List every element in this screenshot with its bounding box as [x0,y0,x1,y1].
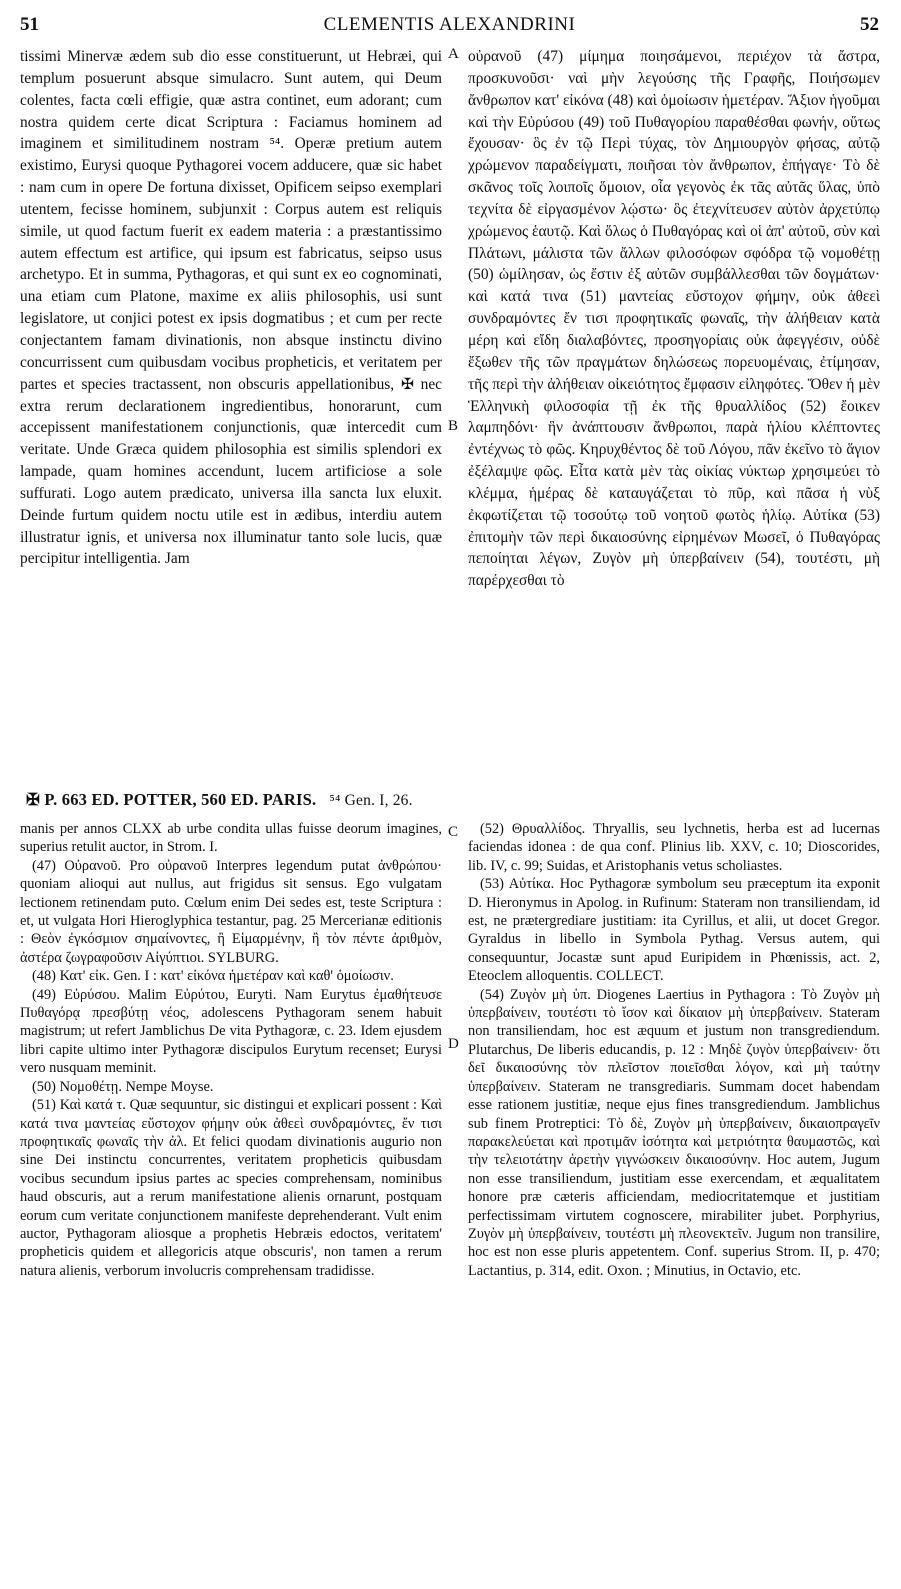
footnote-52: (52) Θρυαλλίδος. Thryallis, seu lychnetis, herba est ad lucernas faciendas idonea : de qua conf. Plinius lib. XXV, c. 10; Dioscorides, lib. IV, c. 99; Suidas, et Aristophanis vetus scholiastes. [468,821,880,874]
latin-translation-column [20,46,442,570]
running-title: CLEMENTIS ALEXANDRINI [323,14,576,35]
footnote-54: (54) Ζυγὸν μὴ ὑπ. Diogenes Laertius in Pythagora : Τὸ Ζυγὸν μὴ ὑπερβαίνειν, τουτέστι τὸ ἴσον καὶ δίκαιον μὴ ὑπερβαίνειν. Stateram non transiliendam, hoc est æquum et justum non transgrediendum. Plutarchus, De liberis educandis, p. 12 : Μηδὲ ζυγὸν ὑπερβαίνειν· ὅτι δεῖ δικαιοσύνης τὸν πλεῖστον ποιεῖσθαι λόγον, καὶ μὴ ταύτην ὑπερβαίνειν. Stateram ne transgrediaris. Summam docet habendam esse rationem justitiæ, neque ejus fines transgrediendum. Jamblichus sub finem Protreptici: Τὸ δὲ, Ζυγὸν μὴ ὑπερβαίνειν, δικαιοπραγεῖν παρακελεύεται καὶ προτιμᾶν ἰσότητα καὶ μετριότητα θαυμαστῶς, καὶ τὴν τελειοτάτην ἀρετὴν γιγνώσκειν δικαιοσύνην. Hoc autem, Jugum non esse transiliendum, justitiam esse exercendam, et æqualitatem honore præ cæteris afficiendam, mediocritatemque et justitiam perfectissimam virtutem cognoscere, mirabiliter jubet. Porphyrius, Ζυγὸν μὴ ὑπερβαίνειν, τουτέστι μὴ πλεονεκτεῖν. Jugum non transilire, hoc est non esse pluris appetentem. Conf. superius Strom. II, p. 470; Lactantius, p. 314, edit. Oxon. ; Minutius, in Octavio, etc. [468,986,880,1279]
section-marker-a: A [448,46,459,62]
edition-reference-line [26,790,886,810]
footnote-49: (49) Εὐρύσου. Malim Εὐρύτου, Euryti. Nam Eurytus ἐμαθήτευσε Πυθαγόρᾳ πρεσβύτῃ νέος, adolescens Pythagoram senem habuit magistrum; ut refert Jamblichus De vita Pythagoræ, c. 23. Idem ejusdem libri capite ultimo inter Pythagoræ discipulos Eurytum recenset; Eurysi vero nusquam meminit. [20,986,442,1077]
page-number-left: 51 [20,14,39,35]
footnote-53: (53) Αὐτίκα. Hoc Pythagoræ symbolum seu præceptum ita exponit D. Hieronymus in Apolog. in Rufinum: Stateram non transiliendam, id est, ne prætergrediare justitiam: ita Cyrillus, et alii, ut docet Gregor. Gyraldus in libello in Symbola Pythag. Versus autem, qui consequuntur, Jocastæ sunt apud Euripidem in Phœnissis, act. 2, Eteoclem alloquentis. COLLECT. [468,876,880,985]
footnote-continuation: manis per annos CLXX ab urbe condita ullas fuisse deorum imagines, superius retulit auctor, in Strom. I. [20,821,442,856]
footnote-48: (48) Κατ' εἰκ. Gen. I : κατ' εἰκόνα ἡμετέραν καὶ καθ' ὁμοίωσιν. [32,968,394,985]
section-marker-c: C [448,824,459,840]
edition-note: ✠ P. 663 ED. POTTER, 560 ED. PARIS. [26,790,317,809]
footnotes-right-column [468,820,880,1280]
footnote-47: (47) Οὐρανοῦ. Pro οὐρανοῦ Interpres legendum putat ἀνθρώπου· quoniam alioqui aut nullus, aut frigidus sit sensus. Ego vulgatam lectionem retinendam puto. Cœlum enim Dei sedes est, teste Scriptura : et, ut vulgata Hori Hieroglyphica testantur, pag. 25 Mercerianæ editionis : Θεὸν ἐγκόσμιον σημαίνοντες, ἢ Εἱμαρμένην, ἢ τὸν πέντε ἀριθμὸν, ἀστέρα ζωγραφοῦσιν Αἰγύπτιοι. SYLBURG. [20,857,442,966]
latin-text: tissimi Minervæ ædem sub dio esse constituerunt, ut Hebræi, qui templum posuerunt absque simulacro. Sunt autem, qui Deum colentes, facta cœli effigie, quæ astra continet, eum adorant; cum nostra quidem certe dicat Scriptura : Faciamus hominem ad imaginem et similitudinem nostram ⁵⁴. Operæ pretium autem existimo, Eurysi quoque Pythagorei vocem adducere, quæ sic habet : nam cum in opere De fortuna dixisset, Opificem seipso exemplari utentem, fecisse hominem, subjunxit : Corpus autem est reliquis simile, ut quod factum fuerit ex eadem materia : a præstantissimo autem effectum est artifice, qui ipsum est fabricatus, seipso usus archetypo. Et in summa, Pythagoras, et qui sunt ex eo cognominati, una etiam cum Platone, maxime ex aliis philosophis, usi sunt legislatore, ut conjici potest ex ipsis dogmatibus ; et cum per recte conjectantem famam divinationis, non absque instinctu divino concurrissent cum quibusdam vocibus propheticis, et veritatem per partes et species tractassent, non obscuris appellationibus, ✠ nec extra rerum declarationem ingredientibus, honorarunt, cum accepissent manifestationem conjunctionis, quæ intercedit cum veritate. Unde Græca quidem philosophia est similis splendori ex lampade, quam homines accendunt, lucem artificiose a sole suffurati. Logo autem prædicato, universa illa sancta lux eluxit. Deinde furtum quidem noctu utile est in ædibus, interdiu autem illustratur ignis, et universa nox illuminatur tanto sole lucis, quæ percipitur intelligentia. Jam [20,48,442,568]
footnotes-left-column [20,820,442,1280]
greek-original-column [468,46,880,592]
scripture-reference: ⁵⁴ Gen. I, 26. [329,792,413,809]
section-marker-d: D [448,1036,459,1052]
footnote-51: (51) Καὶ κατά τ. Quæ sequuntur, sic distingui et explicari possent : Καὶ κατά τινα μαντείας εὔστοχον φήμην οὐκ ἀθεεὶ συνδραμόντες, ἔν τισι προφητικαῖς φωναῖς τὴν ἀλ. Et felici quodam divinationis augurio non sine Dei instinctu concurrentes, veritatem propheticis quibusdam vocibus secundum ipsius partes ac species comprehensam, nominibus haud obscuris, aut a rerum manifestatione alienis ornarunt, postquam eorum cum veritate conjunctionem manifeste deprehenderant. Vult enim auctor, Pythagoram aliosque a prophetis Hebræis edoctos, veritatem' propheticis quidem et allegoricis atque obscuris', non tamen a rerum natura alienis, verborum involucris comprehensam tradidisse. [20,1097,442,1279]
running-header [20,14,879,40]
footnote-50: (50) Νομοθέτῃ. Nempe Moyse. [32,1078,214,1095]
page-number-right: 52 [860,14,879,35]
greek-text: οὐρανοῦ (47) μίμημα ποιησάμενοι, περιέχον τὰ ἄστρα, προσκυνοῦσι· ναὶ μὴν λεγούσης τῆς Γραφῆς, Ποιήσωμεν ἄνθρωπον κατ' εἰκόνα (48) καὶ ὁμοίωσιν ἡμετέραν. Ἄξιον ἡγοῦμαι καὶ τὴν Εὐρύσου (49) τοῦ Πυθαγορίου παραθέσθαι φωνήν, οὕτως ἔχουσαν· ὃς ἐν τῷ Περὶ τύχας, τὸν Δημιουργὸν φήσας, αὐτῷ χρώμενον παραδείγματι, ποιῆσαι τὸν ἄνθρωπον, ἐπήγαγε· Τὸ δὲ σκᾶνος τοῖς λοιποῖς ὅμοιον, οἷα γεγονὸς ἐκ τᾶς αὐτᾶς ὕλας, ὑπὸ τεχνίτα δὲ εἰργασμένον λῴστω· ὃς ἐτεχνίτευσεν αὐτὸν ἀρχετύπῳ χρώμενος ἑαυτῷ. Καὶ ὅλως ὁ Πυθαγόρας καὶ οἱ ἀπ' αὐτοῦ, σὺν καὶ Πλάτωνι, μάλιστα τῶν ἄλλων φιλοσόφων σφόδρα τῷ νομοθέτῃ (50) ὡμίλησαν, ὡς ἔστιν ἐξ αὐτῶν συμβάλλεσθαι τῶν δογμάτων· καὶ κατά τινα (51) μαντείας εὔστοχον φήμην, οὐκ ἀθεεὶ συνδραμόντες ἔν τισι προφητικαῖς φωναῖς, τὴν ἀλήθειαν κατὰ μέρη καὶ εἴδη διαλαβόντες, προσηγορίαις οὐκ ἀφεγγέσιν, οὐδὲ ἔξωθεν τῆς τῶν πραγμάτων δηλώσεως πορευομέναις, ἐτίμησαν, τῆς περὶ τὴν ἀλήθειαν οἰκειότητος ἔμφασιν εἰληφότες. Ὅθεν ἡ μὲν Ἑλληνικὴ φιλοσοφία τῇ ἐκ τῆς θρυαλλίδος (52) ἔοικεν λαμπηδόνι· ἣν ἀνάπτουσιν ἄνθρωποι, παρὰ ἡλίου κλέπτοντες ἐντέχνως τὸ φῶς. Κηρυχθέντος δὲ τοῦ Λόγου, πᾶν ἐκεῖνο τὸ ἅγιον ἐξέλαμψε φῶς. Εἶτα κατὰ μὲν τὰς οἰκίας νύκτωρ χρησιμεύει τὸ κλέμμα, ἡμέρας δὲ καταυγάζεται τὸ πῦρ, καὶ πᾶσα ἡ νὺξ ἐκφωτίζεται τῷ τοσούτῳ τοῦ νοητοῦ φωτὸς ἡλίῳ. Αὐτίκα (53) ἐπιτομὴν τῶν περὶ δικαιοσύνης εἰρημένων Μωσεῖ, ὁ Πυθαγόρας πεποίηται λέγων, Ζυγὸν μὴ ὑπερβαίνειν (54), τουτέστι, μὴ παρέρχεσθαι τὸ [468,48,880,590]
section-marker-b: B [448,418,459,434]
